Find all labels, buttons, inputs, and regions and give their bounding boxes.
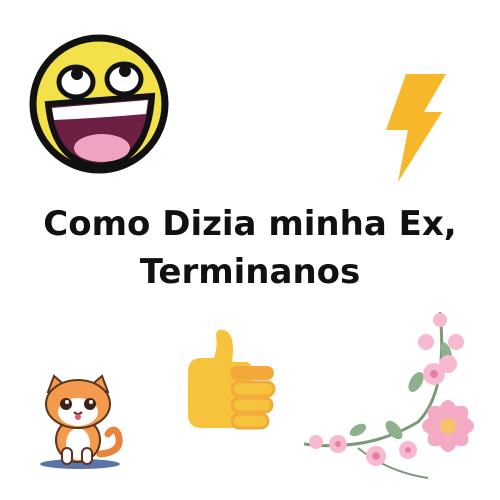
meme-caption bbox=[0, 200, 500, 296]
smiley-face-icon bbox=[28, 34, 170, 174]
thumbs-up-icon bbox=[182, 328, 278, 430]
caption-line-2: Terminanos bbox=[139, 252, 361, 292]
lightning-bolt-icon bbox=[384, 72, 450, 184]
kitten-icon bbox=[36, 374, 126, 470]
caption-line-1: Como Dizia minha Ex, bbox=[43, 204, 457, 244]
flower-branch-icon bbox=[298, 302, 492, 486]
